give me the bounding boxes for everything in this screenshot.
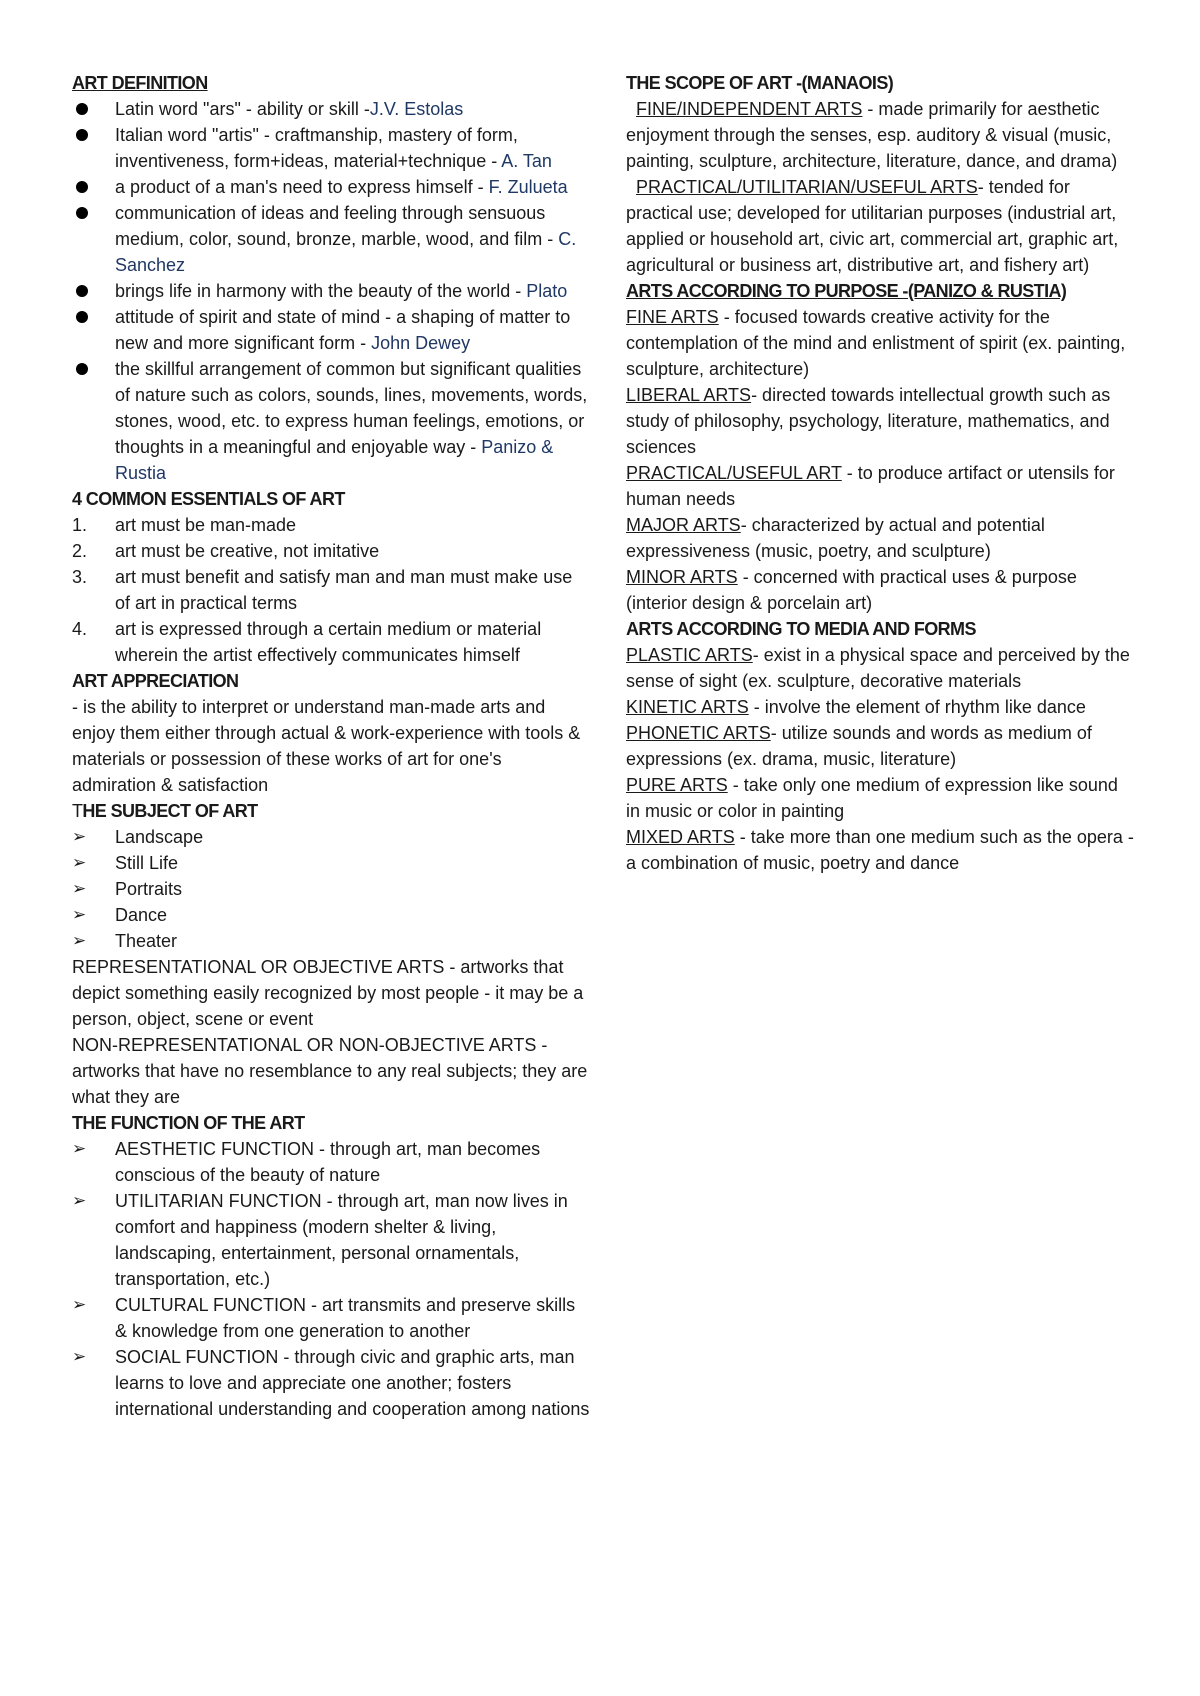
list-item xyxy=(72,356,590,486)
art-definition-list xyxy=(72,96,590,486)
scope-fine-arts xyxy=(626,96,1136,174)
list-text: AESTHETIC FUNCTION - through art, man becomes conscious of the beauty of nature xyxy=(115,1139,541,1185)
list-text: art must benefit and satisfy man and man must make use of art in practical terms xyxy=(115,567,573,613)
heading-essentials: 4 COMMON ESSENTIALS OF ART xyxy=(72,489,345,509)
list-item xyxy=(72,122,590,174)
list-text: art must be creative, not imitative xyxy=(115,541,380,561)
arrow-bullet-icon: ➢ xyxy=(72,1347,87,1366)
definition-text: - concerned with practical uses & purpose (interior design & porcelain art) xyxy=(626,567,1077,613)
list-item xyxy=(72,96,590,122)
appreciation-text: - is the ability to interpret or understand man-made arts and enjoy them either through actual & work-experience with tools & materials or possession of these works of art for one's admiration & satisfaction xyxy=(72,697,581,795)
right-column xyxy=(626,70,1136,876)
list-text: Theater xyxy=(115,931,178,951)
purpose-item xyxy=(626,304,1136,382)
list-text: UTILITARIAN FUNCTION - through art, man now lives in comfort and happiness (modern shelter & living, landscaping, entertainment, personal ornamentals, transportation, etc.) xyxy=(115,1191,568,1289)
media-item xyxy=(626,824,1136,876)
media-item xyxy=(626,772,1136,824)
media-item xyxy=(626,694,1136,720)
list-number: 2. xyxy=(72,541,88,561)
scope-practical-arts xyxy=(626,174,1136,278)
representational-text: REPRESENTATIONAL OR OBJECTIVE ARTS - artworks that depict something easily recognized by most people - it may be a person, object, scene or event xyxy=(72,957,584,1029)
heading-arts-by-purpose: ARTS ACCORDING TO PURPOSE -(PANIZO & RUSTIA) xyxy=(626,281,1067,301)
purpose-item xyxy=(626,564,1136,616)
list-item xyxy=(72,876,590,902)
list-item xyxy=(72,850,590,876)
list-text: art is expressed through a certain medium or material wherein the artist effectively communicates himself xyxy=(115,619,542,665)
term: PHONETIC ARTS xyxy=(626,723,771,743)
purpose-item xyxy=(626,382,1136,460)
list-number: 1. xyxy=(72,515,88,535)
arrow-bullet-icon: ➢ xyxy=(72,1191,87,1210)
list-item xyxy=(72,1344,590,1422)
left-column xyxy=(72,70,590,1422)
arrow-bullet-icon: ➢ xyxy=(72,827,87,846)
definition-text: Italian word "artis" - craftmanship, mastery of form, inventiveness, form+ideas, material+technique - xyxy=(115,125,518,171)
list-item xyxy=(72,564,590,616)
list-item xyxy=(72,928,590,954)
arrow-bullet-icon: ➢ xyxy=(72,905,87,924)
definition-text: communication of ideas and feeling through sensuous medium, color, sound, bronze, marble, wood, and film - xyxy=(115,203,559,249)
list-text: Still Life xyxy=(115,853,179,873)
definition-text: attitude of spirit and state of mind - a shaping of matter to new and more significant form - xyxy=(115,307,571,353)
arrow-bullet-icon: ➢ xyxy=(72,1295,87,1314)
heading-art-appreciation: ART APPRECIATION xyxy=(72,671,239,691)
list-item xyxy=(72,824,590,850)
heading-function-of-art: THE FUNCTION OF THE ART xyxy=(72,1113,305,1133)
definition-text: - made primarily for aesthetic enjoyment through the senses, esp. auditory & visual (music, painting, sculpture, architecture, literature, dance, and drama) xyxy=(626,99,1118,171)
definition-author: Plato xyxy=(526,281,568,301)
term: FINE ARTS xyxy=(626,307,719,327)
definition-text: a product of a man's need to express himself - xyxy=(115,177,489,197)
arrow-bullet-icon: ➢ xyxy=(72,853,87,872)
arrow-bullet-icon: ➢ xyxy=(72,931,87,950)
list-number: 4. xyxy=(72,619,88,639)
list-item xyxy=(72,538,590,564)
heading-subject-of-art xyxy=(72,798,590,824)
list-text: Portraits xyxy=(115,879,183,899)
definition-text: - to produce artifact or utensils for human needs xyxy=(626,463,1115,509)
definition-text: - exist in a physical space and perceived by the sense of sight (ex. sculpture, decorative materials xyxy=(626,645,1130,691)
list-item xyxy=(72,616,590,668)
heading-art-definition: ART DEFINITION xyxy=(72,73,208,93)
heading-arts-by-media: ARTS ACCORDING TO MEDIA AND FORMS xyxy=(626,619,976,639)
list-item xyxy=(72,174,590,200)
list-item xyxy=(72,200,590,278)
definition-author: C. Sanchez xyxy=(115,229,577,275)
heading-first-letter: T xyxy=(72,801,83,821)
heading-scope-of-art: THE SCOPE OF ART -(MANAOIS) xyxy=(626,73,894,93)
definition-text: brings life in harmony with the beauty of the world - xyxy=(115,281,527,301)
non-representational-text: NON-REPRESENTATIONAL OR NON-OBJECTIVE ARTS - artworks that have no resemblance to any real subjects; they are what they are xyxy=(72,1035,588,1107)
definition-text: - involve the element of rhythm like dance xyxy=(748,697,1086,717)
term: PLASTIC ARTS xyxy=(626,645,753,665)
arrow-bullet-icon: ➢ xyxy=(72,879,87,898)
list-text: Dance xyxy=(115,905,168,925)
list-item xyxy=(72,304,590,356)
definition-text: the skillful arrangement of common but significant qualities of nature such as colors, sounds, lines, movements, words, stones, wood, etc. to express human feelings, emotions, or thoughts in a meaningful and enjoyable way - xyxy=(115,359,588,457)
list-number: 3. xyxy=(72,567,88,587)
list-item xyxy=(72,1136,590,1188)
subject-list xyxy=(72,824,590,954)
definition-text: - directed towards intellectual growth such as study of philosophy, psychology, literature, mathematics, and sciences xyxy=(626,385,1111,457)
definition-text: Latin word "ars" - ability or skill - xyxy=(115,99,370,119)
list-item xyxy=(72,902,590,928)
definition-text: - utilize sounds and words as medium of expressions (ex. drama, music, literature) xyxy=(626,723,1092,769)
heading-rest: HE SUBJECT OF ART xyxy=(82,801,258,821)
media-item xyxy=(626,720,1136,772)
term: MAJOR ARTS xyxy=(626,515,741,535)
definition-author: A. Tan xyxy=(501,151,552,171)
list-item xyxy=(72,1188,590,1292)
definition-text: - characterized by actual and potential expressiveness (music, poetry, and sculpture) xyxy=(626,515,1045,561)
list-item xyxy=(72,512,590,538)
term: PRACTICAL/UTILITARIAN/USEFUL ARTS xyxy=(636,177,978,197)
list-text: SOCIAL FUNCTION - through civic and graphic arts, man learns to love and appreciate one another; fosters international understanding and cooperation among nations xyxy=(115,1347,590,1419)
definition-author: F. Zulueta xyxy=(488,177,568,197)
definition-text: - tended for practical use; developed for utilitarian purposes (industrial art, applied or household art, civic art, commercial art, graphic art, agricultural or business art, distributive art, and fishery art) xyxy=(626,177,1119,275)
arrow-bullet-icon: ➢ xyxy=(72,1139,87,1158)
term: PURE ARTS xyxy=(626,775,728,795)
media-item xyxy=(626,642,1136,694)
list-item xyxy=(72,1292,590,1344)
definition-author: J.V. Estolas xyxy=(369,99,464,119)
essentials-list xyxy=(72,512,590,668)
term: PRACTICAL/USEFUL ART xyxy=(626,463,842,483)
definition-text: - take only one medium of expression like sound in music or color in painting xyxy=(626,775,1118,821)
term: FINE/INDEPENDENT ARTS xyxy=(636,99,863,119)
purpose-item xyxy=(626,512,1136,564)
definition-author: John Dewey xyxy=(371,333,471,353)
term: MINOR ARTS xyxy=(626,567,738,587)
term: MIXED ARTS xyxy=(626,827,735,847)
definition-text: - focused towards creative activity for the contemplation of the mind and enlistment of spirit (ex. painting, sculpture, architecture) xyxy=(626,307,1126,379)
list-item xyxy=(72,278,590,304)
definition-author: Panizo & Rustia xyxy=(115,437,554,483)
function-list xyxy=(72,1136,590,1422)
definition-text: - take more than one medium such as the opera - a combination of music, poetry and dance xyxy=(626,827,1134,873)
list-text: Landscape xyxy=(115,827,204,847)
list-text: CULTURAL FUNCTION - art transmits and preserve skills & knowledge from one generation to another xyxy=(115,1295,576,1341)
purpose-item xyxy=(626,460,1136,512)
list-text: art must be man-made xyxy=(115,515,297,535)
term: LIBERAL ARTS xyxy=(626,385,752,405)
term: KINETIC ARTS xyxy=(626,697,749,717)
